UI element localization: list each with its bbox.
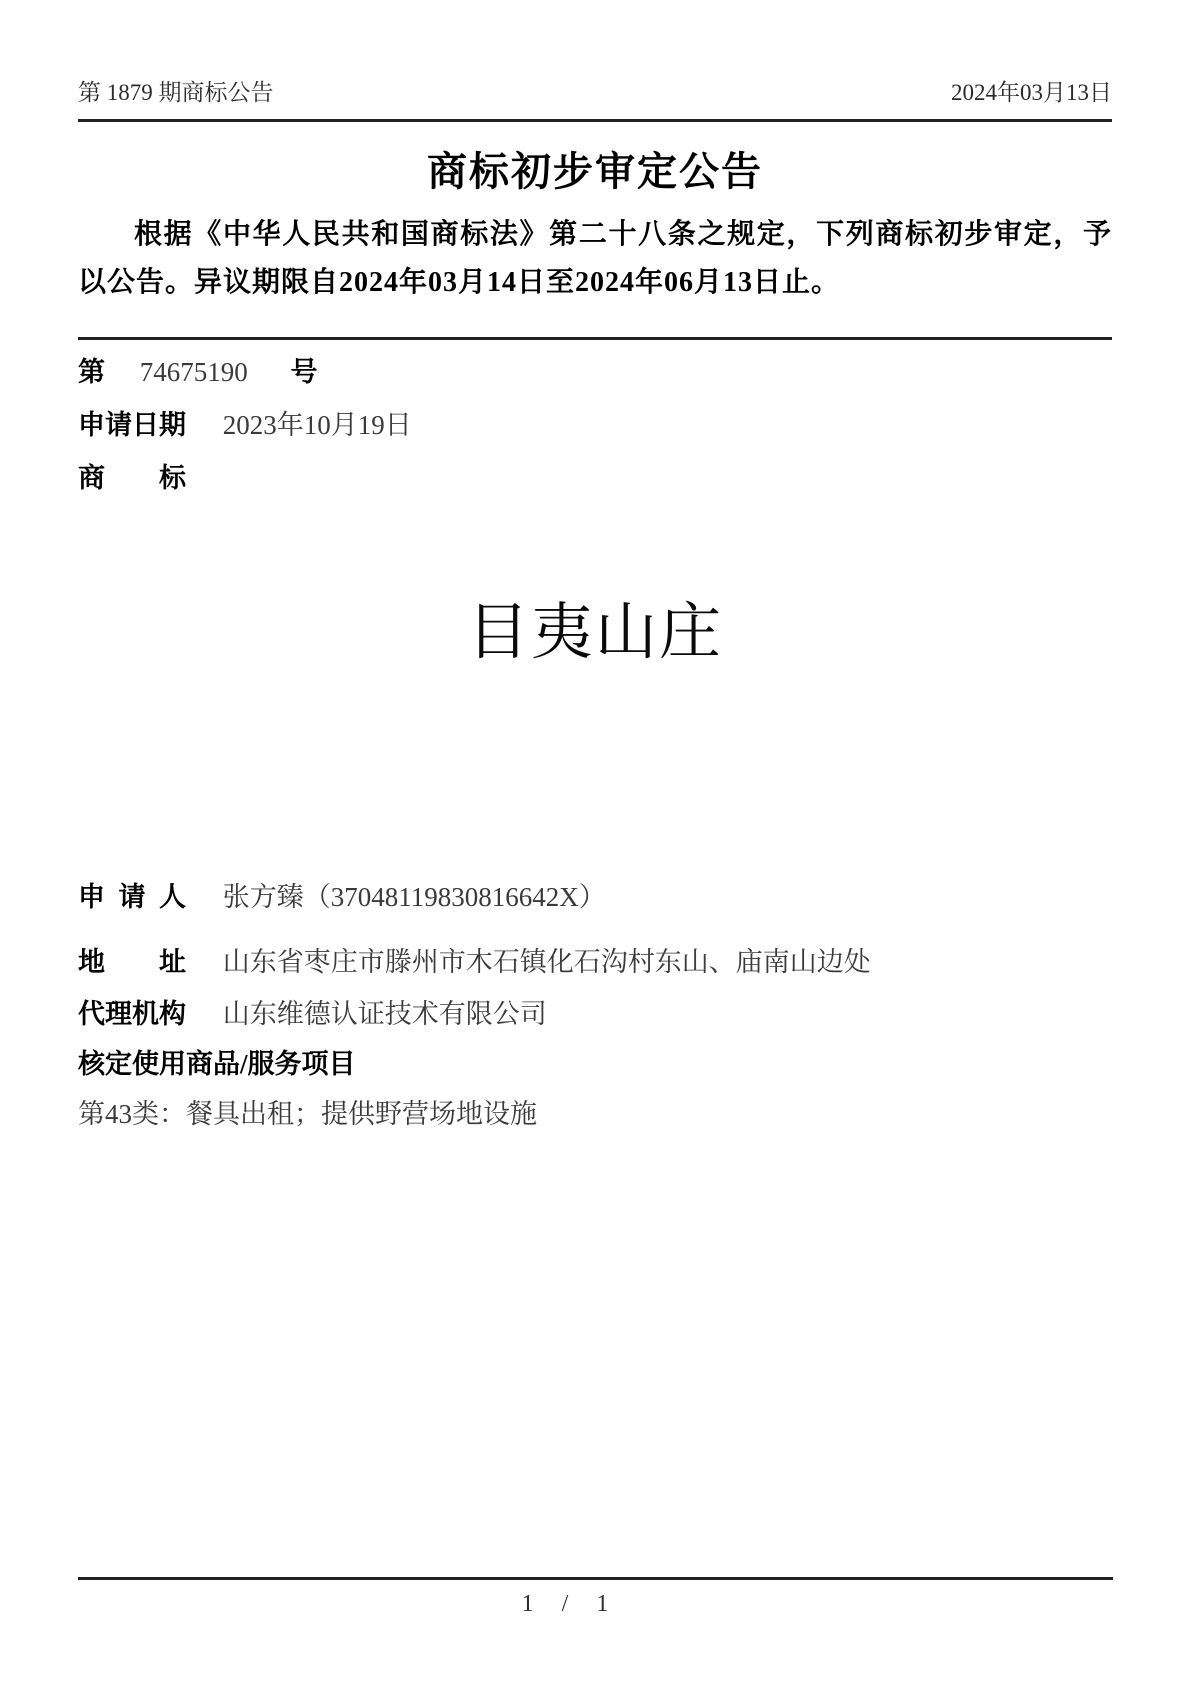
application-date-row	[78, 409, 1112, 441]
header-divider	[78, 119, 1112, 122]
address-value: 山东省枣庄市滕州市木石镇化石沟村东山、庙南山边处	[222, 947, 871, 977]
application-date-value: 2023年10月19日	[222, 410, 412, 440]
page-number	[0, 1591, 1130, 1618]
applicant-row	[78, 880, 1112, 914]
page-header	[78, 0, 1112, 107]
agency-label: 代理机构	[78, 999, 186, 1029]
intro-paragraph: 根据《中华人民共和国商标法》第二十八条之规定，下列商标初步审定，予以公告。异议期限自2024年03月14日至2024年06月13日止。	[78, 219, 1112, 298]
total-pages: 1	[596, 1591, 609, 1617]
section-divider	[78, 337, 1112, 340]
address-label: 地址	[78, 947, 186, 977]
applicant-label: 申请人	[78, 882, 186, 912]
registration-number: 74675190	[139, 357, 248, 387]
current-page: 1	[521, 1591, 534, 1617]
applicant-value: 张方臻（37048119830816642X）	[222, 882, 606, 912]
registration-number-row	[78, 356, 1112, 388]
goods-services-heading: 核定使用商品/服务项目	[78, 1049, 356, 1079]
mark-label-row	[78, 462, 1112, 494]
applicant-details	[78, 880, 1112, 1131]
gazette-date: 2024年03月13日	[951, 80, 1112, 105]
page-title: 商标初步审定公告	[427, 149, 763, 194]
agency-row	[78, 997, 1112, 1031]
footer-divider	[78, 1577, 1113, 1580]
goods-services-value: 第43类：餐具出租；提供野营场地设施	[78, 1099, 537, 1129]
trademark-fields	[78, 356, 1112, 494]
mark-label: 商标	[78, 463, 186, 493]
registration-number-prefix: 第	[78, 357, 105, 387]
agency-value: 山东维德认证技术有限公司	[222, 999, 547, 1029]
page-separator: /	[561, 1591, 569, 1617]
application-date-label: 申请日期	[78, 410, 186, 440]
address-row	[78, 945, 1112, 979]
registration-number-suffix: 号	[290, 357, 318, 387]
gazette-issue-label: 第 1879 期商标公告	[78, 80, 274, 105]
trademark-text: 目夷山庄	[466, 599, 723, 667]
